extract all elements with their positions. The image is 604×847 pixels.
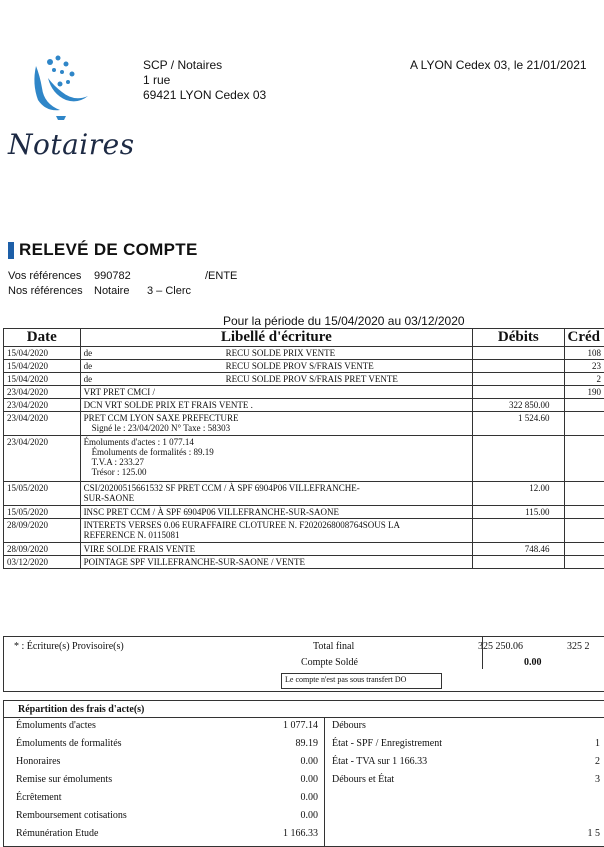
fee-right-label: Débours xyxy=(332,720,366,731)
table-header-row xyxy=(4,329,604,347)
row-date xyxy=(4,412,81,436)
fee-value: 1 166.33 xyxy=(224,828,318,839)
row-credit-value: 108 xyxy=(588,348,602,358)
period-label: Pour la période du 15/04/2020 au 03/12/2020 xyxy=(223,314,465,328)
row-date-text: 03/12/2020 xyxy=(7,557,48,567)
fee-right-label: État - SPF / Enregistrement xyxy=(332,738,442,749)
solde-label: Compte Soldé xyxy=(301,657,358,668)
table-row xyxy=(4,436,604,482)
row-date-text: 15/04/2020 xyxy=(7,361,48,371)
solde-value: 0.00 xyxy=(524,657,542,668)
row-libelle-detail: Trésor : 125.00 xyxy=(84,467,470,477)
col-credits-header: Créd xyxy=(564,329,604,347)
vos-ref-suffix: /ENTE xyxy=(205,270,237,282)
fee-right-value: 3 xyxy=(564,774,600,785)
transfer-note: Le compte n'est pas sous transfert DO xyxy=(285,675,406,684)
row-debit xyxy=(473,519,564,543)
row-date xyxy=(4,543,81,556)
row-date xyxy=(4,556,81,569)
row-libelle xyxy=(80,373,473,386)
fee-right-value: 1 5 xyxy=(564,828,600,839)
row-credit xyxy=(564,436,604,482)
row-debit xyxy=(473,399,564,412)
row-credit xyxy=(564,543,604,556)
fee-value: 0.00 xyxy=(224,810,318,821)
row-libelle xyxy=(80,482,473,506)
row-date xyxy=(4,506,81,519)
fee-right-value: 1 xyxy=(564,738,600,749)
fee-value: 0.00 xyxy=(224,774,318,785)
total-debit: 325 250.06 xyxy=(478,641,523,652)
row-date xyxy=(4,482,81,506)
row-libelle xyxy=(80,386,473,399)
row-debit xyxy=(473,482,564,506)
row-credit xyxy=(564,412,604,436)
fees-box xyxy=(3,700,604,847)
row-date xyxy=(4,373,81,386)
total-label: Total final xyxy=(313,641,354,652)
fee-label: Écrêtement xyxy=(16,792,62,803)
fees-title: Répartition des frais d'acte(s) xyxy=(18,704,144,715)
fee-label: Remboursement cotisations xyxy=(16,810,127,821)
col-libelle-header: Libellé d'écriture xyxy=(80,329,473,347)
title-accent-bar xyxy=(8,242,14,259)
row-credit xyxy=(564,373,604,386)
row-debit xyxy=(473,412,564,436)
summary-box xyxy=(3,636,604,692)
table-row xyxy=(4,412,604,436)
row-libelle-detail: REFERENCE N. 0115081 xyxy=(84,530,470,540)
brand-name: Notaires xyxy=(8,128,135,161)
row-prefix: de xyxy=(84,374,176,384)
row-libelle xyxy=(80,412,473,436)
row-libelle-text: INTERETS VERSES 0.06 EURAFFAIRE CLOTUREE N. F2020268008764SOUS LA xyxy=(84,520,400,530)
row-date-text: 15/04/2020 xyxy=(7,348,48,358)
row-libelle-text: RECU SOLDE PROV S/FRAIS VENTE xyxy=(226,361,374,371)
row-debit xyxy=(473,506,564,519)
row-date-text: 23/04/2020 xyxy=(7,387,48,397)
account-table xyxy=(3,328,604,569)
row-libelle xyxy=(80,360,473,373)
row-debit xyxy=(473,360,564,373)
row-libelle-text: RECU SOLDE PROV S/FRAIS PRET VENTE xyxy=(226,374,398,384)
row-credit-value: 190 xyxy=(588,387,602,397)
table-row xyxy=(4,386,604,399)
fee-label: Émoluments d'actes xyxy=(16,720,96,731)
fee-value: 89.19 xyxy=(224,738,318,749)
row-libelle-text: CSI/20200515661532 SF PRET CCM / À SPF 6904P06 VILLEFRANCHE- xyxy=(84,483,360,493)
fee-value: 1 077.14 xyxy=(224,720,318,731)
fee-label: Rémunération Etude xyxy=(16,828,98,839)
provisional-note: * : Écriture(s) Provisoire(s) xyxy=(14,641,124,652)
fee-right-label: État - TVA sur 1 166.33 xyxy=(332,756,427,767)
nos-ref-value: Notaire xyxy=(94,285,129,297)
row-libelle-detail: Émoluments de formalités : 89.19 xyxy=(84,447,470,457)
row-libelle-text: VIRE SOLDE FRAIS VENTE xyxy=(84,544,196,554)
row-libelle-text: RECU SOLDE PRIX VENTE xyxy=(226,348,336,358)
row-date xyxy=(4,360,81,373)
row-date xyxy=(4,399,81,412)
row-debit xyxy=(473,386,564,399)
row-libelle xyxy=(80,436,473,482)
fee-value: 0.00 xyxy=(224,756,318,767)
fee-value: 0.00 xyxy=(224,792,318,803)
office-name: SCP / Notaires xyxy=(143,58,222,73)
table-row xyxy=(4,556,604,569)
page-title: RELEVÉ DE COMPTE xyxy=(19,240,198,260)
row-date xyxy=(4,347,81,360)
row-debit-value: 12.00 xyxy=(529,483,549,493)
row-debit-value: 748.46 xyxy=(525,544,550,554)
row-credit xyxy=(564,360,604,373)
place-date: A LYON Cedex 03, le 21/01/2021 xyxy=(410,58,587,73)
row-libelle-detail: T.V.A : 233.27 xyxy=(84,457,470,467)
row-libelle-text: VRT PRET CMCI / xyxy=(84,387,155,397)
row-date-text: 28/09/2020 xyxy=(7,520,48,530)
row-libelle xyxy=(80,556,473,569)
row-libelle xyxy=(80,519,473,543)
row-date-text: 23/04/2020 xyxy=(7,400,48,410)
table-row xyxy=(4,347,604,360)
row-date-text: 23/04/2020 xyxy=(7,413,48,423)
fee-right-value: 2 xyxy=(564,756,600,767)
row-credit xyxy=(564,347,604,360)
row-libelle-text: PRET CCM LYON SAXE PREFECTURE xyxy=(84,413,239,423)
row-date xyxy=(4,519,81,543)
vos-ref-number: 990782 xyxy=(94,270,131,282)
nos-ref-suffix: 3 – Clerc xyxy=(147,285,191,297)
row-date-text: 15/04/2020 xyxy=(7,374,48,384)
row-credit xyxy=(564,506,604,519)
col-debits-header: Débits xyxy=(473,329,564,347)
row-libelle-text: Émoluments d'actes : 1 077.14 xyxy=(84,437,194,447)
row-libelle-detail: SUR-SAONE xyxy=(84,493,470,503)
row-credit xyxy=(564,556,604,569)
row-libelle xyxy=(80,543,473,556)
row-debit xyxy=(473,373,564,386)
table-row xyxy=(4,360,604,373)
row-debit xyxy=(473,556,564,569)
table-row xyxy=(4,543,604,556)
table-row xyxy=(4,519,604,543)
row-prefix: de xyxy=(84,348,176,358)
row-debit-value: 115.00 xyxy=(525,507,549,517)
row-credit xyxy=(564,399,604,412)
row-debit xyxy=(473,543,564,556)
row-debit-value: 1 524.60 xyxy=(518,413,550,423)
row-debit xyxy=(473,436,564,482)
fee-label: Remise sur émoluments xyxy=(16,774,112,785)
row-date-text: 23/04/2020 xyxy=(7,437,48,447)
fee-right-label: Débours et État xyxy=(332,774,394,785)
row-libelle-text: POINTAGE SPF VILLEFRANCHE-SUR-SAONE / VENTE xyxy=(84,557,305,567)
row-debit xyxy=(473,347,564,360)
row-credit xyxy=(564,482,604,506)
address-line1: 1 rue xyxy=(143,73,170,88)
row-prefix: de xyxy=(84,361,176,371)
row-libelle-text: INSC PRET CCM / À SPF 6904P06 VILLEFRANCHE-SUR-SAONE xyxy=(84,507,339,517)
table-row xyxy=(4,506,604,519)
total-credit: 325 2 xyxy=(567,641,590,652)
table-row xyxy=(4,399,604,412)
row-date-text: 28/09/2020 xyxy=(7,544,48,554)
table-row xyxy=(4,482,604,506)
col-date-header: Date xyxy=(4,329,81,347)
table-row xyxy=(4,373,604,386)
row-libelle-text: DCN VRT SOLDE PRIX ET FRAIS VENTE . xyxy=(84,400,253,410)
nos-ref-label: Nos références xyxy=(8,285,83,297)
row-libelle xyxy=(80,506,473,519)
row-date xyxy=(4,436,81,482)
row-libelle xyxy=(80,347,473,360)
fee-label: Émoluments de formalités xyxy=(16,738,122,749)
row-credit xyxy=(564,519,604,543)
row-debit-value: 322 850.00 xyxy=(509,400,550,410)
row-credit-value: 2 xyxy=(597,374,602,384)
row-libelle xyxy=(80,399,473,412)
row-date xyxy=(4,386,81,399)
fee-label: Honoraires xyxy=(16,756,60,767)
row-date-text: 15/05/2020 xyxy=(7,507,48,517)
row-credit xyxy=(564,386,604,399)
address-line2: 69421 LYON Cedex 03 xyxy=(143,88,266,103)
row-credit-value: 23 xyxy=(592,361,601,371)
notaires-logo-icon xyxy=(22,52,102,126)
row-libelle-detail: Signé le : 23/04/2020 N° Taxe : 58303 xyxy=(84,423,470,433)
vos-ref-label: Vos références xyxy=(8,270,81,282)
row-date-text: 15/05/2020 xyxy=(7,483,48,493)
